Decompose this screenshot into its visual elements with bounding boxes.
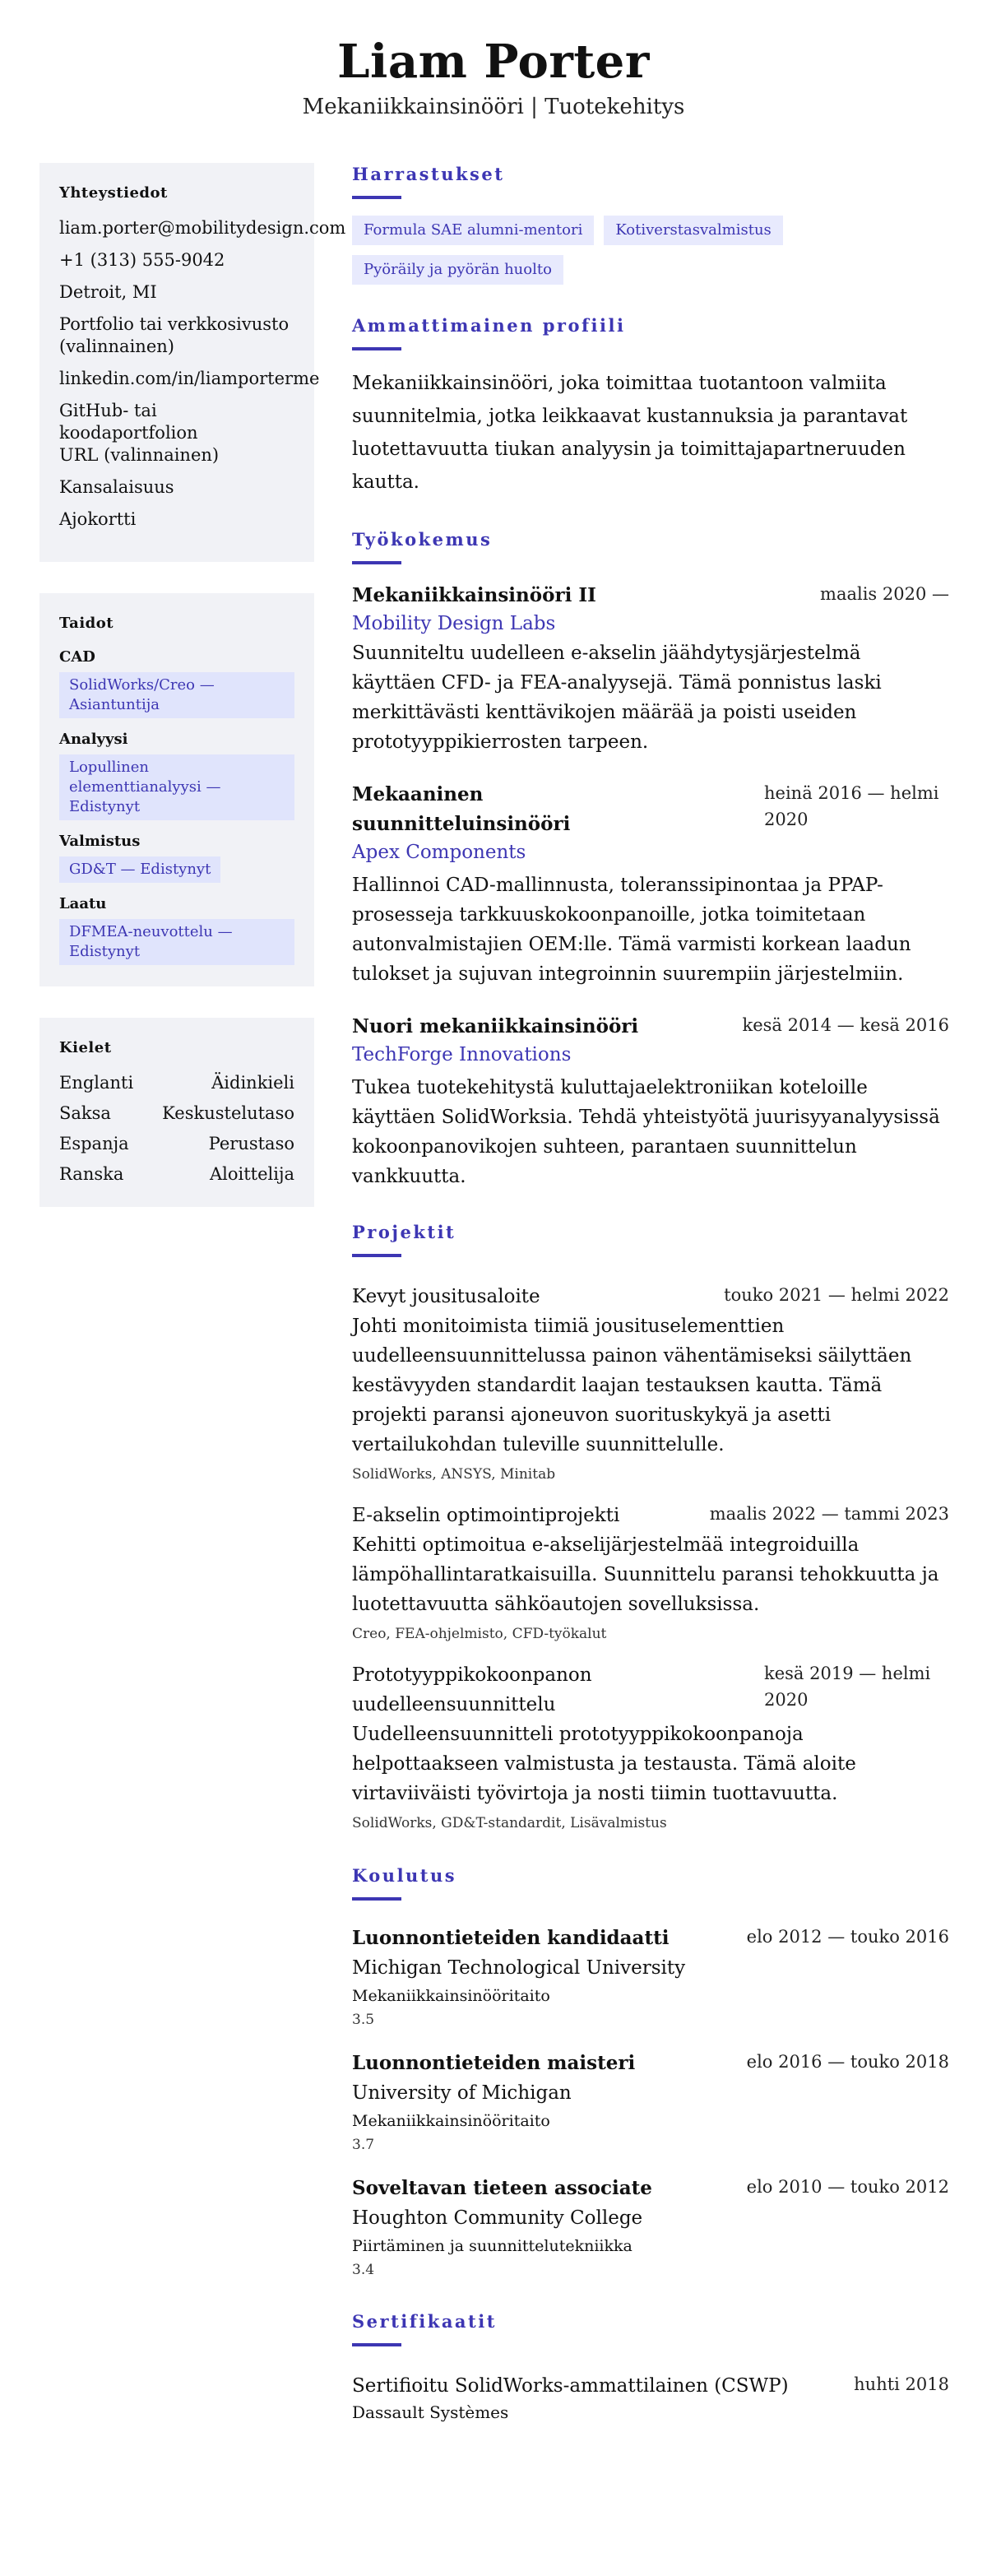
field-of-study: Piirtäminen ja suunnittelutekniikka <box>352 2237 633 2255</box>
skill-chip: GD&T — Edistynyt <box>59 856 220 883</box>
language-name: Saksa <box>59 1103 111 1123</box>
degree-title: Luonnontieteiden kandidaatti <box>352 1927 670 1949</box>
language-level: Keskustelutaso <box>162 1103 294 1123</box>
section-divider <box>352 1254 401 1257</box>
section-title: Sertifikaatit <box>352 2311 497 2332</box>
skill-category: Valmistus <box>59 833 141 850</box>
project-entry <box>352 1501 949 1645</box>
language-level: Perustaso <box>208 1134 294 1153</box>
contact-email[interactable]: liam.porter@mobilitydesign.com <box>59 218 346 238</box>
candidate-subtitle: Mekaniikkainsinööri | Tuotekehitys <box>302 95 685 119</box>
project-description: Johti monitoimista tiimiä jousituselementtien uudelleensuunnittelussa painon vähentämiseksi säilyttäen kestävyyden standardit laajan testauksen kautta. Tämä projekti paransi ajoneuvon suorituskykyä ja asetti vertailukohdan tuleville suunnittelulle. <box>352 1316 912 1455</box>
experience-entry <box>352 581 949 757</box>
school-name: Houghton Community College <box>352 2207 643 2229</box>
project-tools: Creo, FEA-ohjelmisto, CFD-työkalut <box>352 1626 607 1642</box>
job-description: Suunniteltu uudelleen e-akselin jäähdytysjärjestelmä käyttäen CFD- ja FEA-analyysejä. Tämä ponnistus laski merkittävästi kenttävikojen määrää ja poisti useiden prototyyppikierrosten tarpeen. <box>352 643 882 753</box>
project-description: Kehitti optimoitua e-akselijärjestelmää integroiduilla lämpöhallintaratkaisuilla. Suunnittelu paransi tehokkuutta ja luotettavuutta sähköautojen sovelluksissa. <box>352 1534 939 1615</box>
education-entry <box>352 2049 949 2156</box>
contact-location: Detroit, MI <box>59 282 157 302</box>
skill-category: Analyysi <box>59 731 128 748</box>
experience-entry <box>352 1012 949 1191</box>
section-title: Koulutus <box>352 1865 457 1886</box>
hobby-chip: Kotiverstasvalmistus <box>604 216 782 245</box>
section-title: Työkokemus <box>352 529 493 550</box>
projects-section <box>352 1221 949 1835</box>
project-description: Uudelleensuunnitteli prototyyppikokoonpanoja helpottaakseen valmistusta ja testausta. Tämä aloite virtaviiväisti työvirtoja ja nosti tiimin tuottavuutta. <box>352 1724 856 1804</box>
company-name: Apex Components <box>352 842 526 863</box>
skill-chip: Lopullinen elementtianalyysi — Edistynyt <box>59 754 294 820</box>
skills-box <box>39 593 314 986</box>
resume-header <box>0 0 987 122</box>
language-row <box>59 1133 294 1155</box>
skill-chip: SolidWorks/Creo — Asiantuntija <box>59 672 294 718</box>
job-date: maalis 2020 — <box>820 584 949 604</box>
contact-phone: +1 (313) 555-9042 <box>59 250 225 270</box>
skill-group-manufacturing <box>59 832 294 883</box>
degree-title: Soveltavan tieteen associate <box>352 2177 652 2199</box>
experience-section <box>352 528 949 1191</box>
language-row <box>59 1163 294 1186</box>
project-entry <box>352 1660 949 1835</box>
job-title: Nuori mekaniikkainsinööri <box>352 1015 639 1037</box>
resume-layout <box>0 163 987 2453</box>
project-title: Prototyyppikokoonpanon uudelleensuunnittelu <box>352 1664 592 1715</box>
language-name: Englanti <box>59 1073 134 1093</box>
section-divider <box>352 347 401 350</box>
education-date: elo 2012 — touko 2016 <box>746 1927 949 1947</box>
section-divider <box>352 2343 401 2346</box>
school-name: University of Michigan <box>352 2082 572 2104</box>
education-entry <box>352 1924 949 2031</box>
certifications-section <box>352 2310 949 2424</box>
gpa: 3.7 <box>352 2137 375 2153</box>
company-name: Mobility Design Labs <box>352 613 556 634</box>
section-title: Harrastukset <box>352 164 505 184</box>
education-date: elo 2010 — touko 2012 <box>746 2177 949 2197</box>
project-title: E-akselin optimointiprojekti <box>352 1505 620 1526</box>
language-level: Äidinkieli <box>211 1073 294 1093</box>
skill-group-cad <box>59 647 294 718</box>
education-section <box>352 1864 949 2281</box>
language-name: Espanja <box>59 1134 129 1153</box>
section-divider <box>352 1897 401 1901</box>
languages-title: Kielet <box>59 1039 112 1056</box>
languages-box <box>39 1018 314 1207</box>
skill-category: CAD <box>59 648 95 666</box>
contact-github: GitHub- tai koodaportfolion URL (valinnainen) <box>59 401 220 465</box>
contact-portfolio: Portfolio tai verkkosivusto (valinnainen) <box>59 314 290 356</box>
education-entry <box>352 2174 949 2281</box>
company-name: TechForge Innovations <box>352 1044 572 1065</box>
contact-title: Yhteystiedot <box>59 184 168 202</box>
project-title: Kevyt jousitusaloite <box>352 1286 540 1307</box>
field-of-study: Mekaniikkainsinööritaito <box>352 1987 550 2005</box>
skill-category: Laatu <box>59 895 107 912</box>
contact-citizenship: Kansalaisuus <box>59 477 174 497</box>
job-title: Mekaaninen suunnitteluinsinööri <box>352 783 571 835</box>
school-name: Michigan Technological University <box>352 1957 686 1979</box>
certification-date: huhti 2018 <box>854 2374 949 2394</box>
skill-group-quality <box>59 894 294 965</box>
language-row <box>59 1072 294 1094</box>
education-date: elo 2016 — touko 2018 <box>746 2052 949 2072</box>
project-tools: SolidWorks, ANSYS, Minitab <box>352 1466 556 1483</box>
main-content <box>352 163 949 2453</box>
contact-box <box>39 163 346 562</box>
profile-section <box>352 314 949 499</box>
project-date: kesä 2019 — helmi 2020 <box>764 1664 931 1710</box>
degree-title: Luonnontieteiden maisteri <box>352 2052 636 2074</box>
job-date: kesä 2014 — kesä 2016 <box>742 1015 949 1035</box>
hobby-chip: Formula SAE alumni-mentori <box>352 216 594 245</box>
section-title: Projektit <box>352 1222 456 1242</box>
contact-license: Ajokortti <box>59 509 137 529</box>
section-title: Ammattimainen profiili <box>352 315 626 336</box>
candidate-name: Liam Porter <box>337 35 650 89</box>
language-name: Ranska <box>59 1164 124 1184</box>
certification-issuer: Dassault Systèmes <box>352 2402 509 2422</box>
section-divider <box>352 196 401 199</box>
contact-linkedin[interactable]: linkedin.com/in/liamporterme <box>59 369 320 388</box>
sidebar <box>39 163 346 2453</box>
project-date: touko 2021 — helmi 2022 <box>724 1285 949 1305</box>
profile-summary: Mekaniikkainsinööri, joka toimittaa tuotantoon valmiita suunnitelmia, jotka leikkaavat kustannuksia ja parantavat luotettavuutta tiukan analyysin ja toimittajapartneruuden kautta. <box>352 373 908 493</box>
field-of-study: Mekaniikkainsinööritaito <box>352 2112 550 2130</box>
gpa: 3.5 <box>352 2012 375 2028</box>
project-entry <box>352 1282 949 1486</box>
certification-entry <box>352 2371 949 2424</box>
experience-entry <box>352 780 949 989</box>
skills-title: Taidot <box>59 615 114 632</box>
job-description: Hallinnoi CAD-mallinnusta, toleranssipinontaa ja PPAP-prosesseja tarkkuuskokoonpanoille, jotka toimitetaan autonvalmistajien OEM:lle. Tämä varmisti korkean laadun tulokset ja sujuvan integroinnin suurempiin järjestelmiin. <box>352 875 911 985</box>
gpa: 3.4 <box>352 2262 375 2278</box>
project-tools: SolidWorks, GD&T-standardit, Lisävalmistus <box>352 1815 667 1831</box>
skill-group-analysis <box>59 730 294 820</box>
section-divider <box>352 561 401 564</box>
job-date: heinä 2016 — helmi 2020 <box>764 783 939 829</box>
certification-title: Sertifioitu SolidWorks-ammattilainen (CSWP) <box>352 2375 789 2397</box>
skill-chip: DFMEA-neuvottelu — Edistynyt <box>59 919 294 965</box>
hobby-chips <box>352 216 949 285</box>
job-description: Tukea tuotekehitystä kuluttajaelektroniikan koteloille käyttäen SolidWorksia. Tehdä yhteistyötä juurisyyanalyysissä kokoonpanovikojen suhteen, parantaen suunnittelun vankkuutta. <box>352 1077 940 1187</box>
language-row <box>59 1102 294 1125</box>
hobbies-section <box>352 163 949 285</box>
project-date: maalis 2022 — tammi 2023 <box>709 1504 949 1524</box>
hobby-chip: Pyöräily ja pyörän huolto <box>352 255 563 285</box>
language-level: Aloittelija <box>209 1164 294 1184</box>
job-title: Mekaniikkainsinööri II <box>352 584 596 606</box>
